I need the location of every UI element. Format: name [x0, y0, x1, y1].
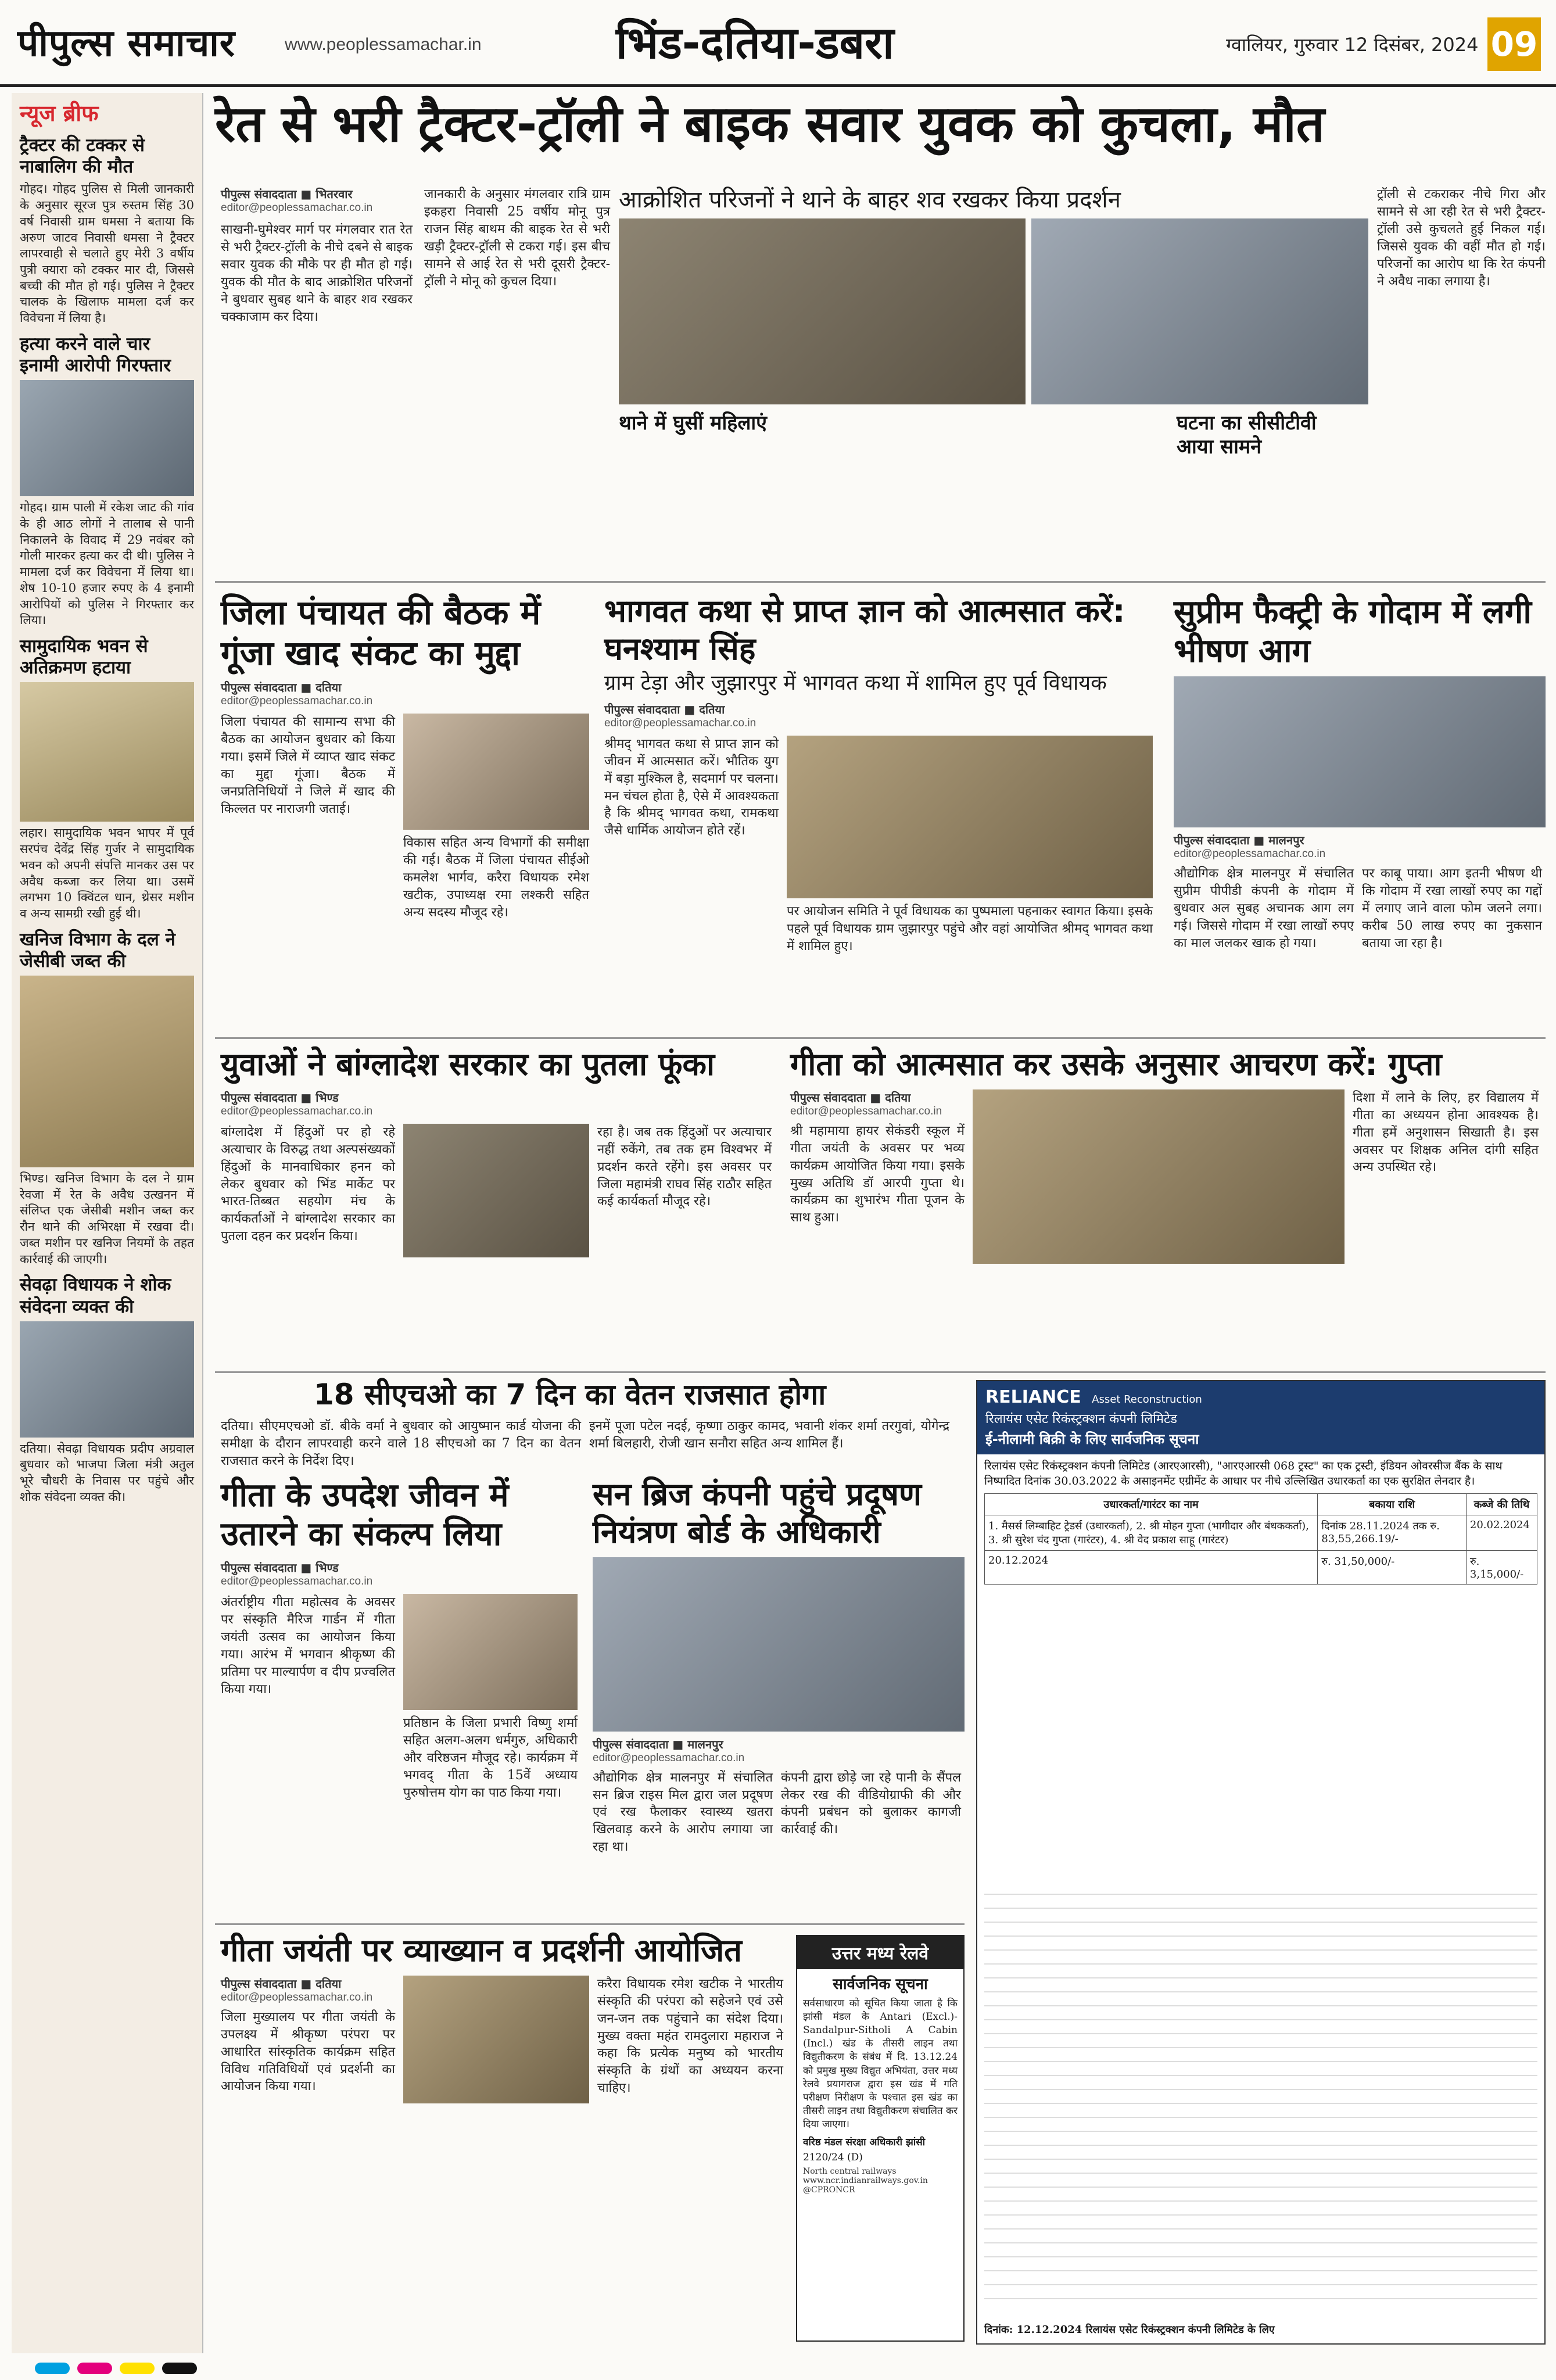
brief-text: गोहद। ग्राम पाली में रकेश जाट की गांव के ही आठ लोगों ने तालाब से पानी निकालने के विवाद में 29 नवंबर को गोली मारकर हत्या कर दी थी। पुलिस ने मामला दर्ज कर विवेचना में लिया था। शेष 10-10 हजार रुपए के 4 इनामी आरोपियों को पुलिस ने गिरफ्तार कर लिया। [20, 500, 194, 628]
story-headline: सुप्रीम फैक्ट्री के गोदाम में लगी भीषण आग [1174, 593, 1532, 671]
ad-due-amount: दिनांक 28.11.2024 तक रु. 83,55,266.19/- [1318, 1515, 1467, 1551]
railway-sign: वरिष्ठ मंडल संरक्षा अधिकारी झांसी [803, 2137, 926, 2149]
gita-event-photo [403, 1594, 578, 1710]
story-text: विकास सहित अन्य विभागों की समीक्षा की गई। बैठक में जिला पंचायत सीईओ कमलेश भार्गव, करैरा विधायक रमेश खटीक, उपाध्यक्ष रमा लश्करी सहित अन्य सदस्य मौजूद रहे। [403, 836, 589, 920]
story-headline: युवाओं ने बांग्लादेश सरकार का पुतला फूंका [221, 1046, 715, 1083]
story-gita-sankalp [221, 1476, 581, 1802]
meeting-photo [403, 714, 589, 830]
effigy-photo [403, 1124, 589, 1257]
brief-headline: ट्रैक्टर की टक्कर से नाबालिग की मौत [20, 135, 145, 178]
story-text: श्रीमद् भागवत कथा से प्राप्त ज्ञान को जीवन में आत्मसात करें। भौतिक युग में बड़ा मुश्किल है, सदमार्ग पर चलना। मन चंचल होता है, ऐसे में आवश्यकता है कि श्रीमद् भागवत कथा, रामकथा जैसे धार्मिक आयोजन होते रहें। [604, 736, 779, 838]
protest-photo-2 [1031, 218, 1368, 404]
website-url[interactable]: www.peoplessamachar.in [285, 35, 482, 54]
lead-email[interactable]: editor@peoplessamachar.co.in [221, 202, 373, 214]
story-text: दिशा में लाने के लिए, हर विद्यालय में गीता का अध्ययन होना आवश्यक है। गीता हमें अनुशासन सिखाती है। इस अवसर पर शिक्षक अनिल दांगी सहित अन्य उपस्थित रहे। [1353, 1090, 1539, 1175]
story-text: अंतर्राष्ट्रीय गीता महोत्सव के अवसर पर संस्कृति मैरिज गार्डन में गीता जयंती उत्सव का आयोजन किया गया। आरंभ में भगवान श्रीकृष्ण की प्रतिमा पर माल्यार्पण व दीप प्रज्वलित किया गया। [221, 1595, 395, 1697]
lead-right-col [1377, 186, 1546, 290]
story-headline: गीता जयंती पर व्याख्यान व प्रदर्शनी आयोजित [221, 1932, 742, 1969]
story-factory-fire [1174, 593, 1546, 952]
ad-intro: रिलायंस एसेट रिकंस्ट्रक्शन कंपनी लिमिटेड (आरएआरसी), "आरएआरसी 068 ट्रस्ट" का एक ट्रस्टी, इंडियन ओवरसीज बैंक के साथ निष्पादित दिनांक 30.03.2022 के असाइनमेंट एग्रीमेंट के आधार पर नीचे उल्लिखित उधारकर्ता का एक सुरक्षित लेनदार है। [984, 1460, 1503, 1488]
story-byline: पीपुल्स संवाददाता ■ मालनपुर [593, 1737, 723, 1751]
lead-col-right: ट्रॉली से टकराकर नीचे गिरा और सामने से आ रही रेत से भरी ट्रैक्टर-ट्रॉली उसे कुचलते हुई निकल गई। जिससे युवक की वहीं मौत हो गई। परिजनों का आरोप था कि रेत कंपनी ने अवैध नाका लगाया है। [1377, 187, 1546, 289]
story-email[interactable]: editor@peoplessamachar.co.in [593, 1751, 745, 1764]
community-hall-photo [20, 682, 194, 822]
lead-subhead-women: थाने में घुसीं महिलाएं [619, 411, 767, 435]
ad-possession-date: 20.02.2024 [1466, 1515, 1537, 1551]
railway-text: सर्वसाधारण को सूचित किया जाता है कि झांसी मंडल के Antari (Excl.)- Sandalpur-Sitholi A Cabin (Incl.) खंड के तीसरी लाइन तथा विद्युतीकरण के संबंध में दि. 13.12.24 को प्रमुख मुख्य विद्युत अभियंता, उत्तर मध्य रेलवे प्रयागराज द्वारा इस खंड में गति परीक्षण निरीक्षण के पश्चात इस खंड का तीसरी लाइन तथा विद्युतीकरण संचालित कर दिया जाएगा। [803, 1998, 958, 2130]
story-text: जिला पंचायत की सामान्य सभा की बैठक का आयोजन बुधवार को किया गया। इसमें जिले में व्याप्त खाद संकट का मुद्दा गूंजा। बैठक में जनप्रतिनिधियों ने जिले में खाद की किल्लत पर नाराजगी जताई। [221, 715, 395, 816]
story-text: श्री महामाया हायर सेकंडरी स्कूल में गीता जयंती के अवसर पर भव्य कार्यक्रम आयोजित किया गया। इसके मुख्य अतिथि डॉ आरपी गुप्ता थे। कार्यक्रम का शुभारंभ गीता पूजन के साथ हुआ। [790, 1123, 965, 1225]
story-text: दतिया। सीएमएचओ डॉ. बीके वर्मा ने बुधवार को आयुष्मान कार्ड योजना की समीक्षा के दौरान लापरवाही करने वाले 18 सीएचओ का 7 दिन का वेतन राजसात करने के निर्देश दिए। [221, 1419, 581, 1468]
story-email[interactable]: editor@peoplessamachar.co.in [1174, 848, 1326, 861]
ad-col-due: बकाया राशि [1318, 1494, 1467, 1515]
news-brief-sidebar [12, 93, 203, 2353]
lead-photo-caption: आक्रोशित परिजनों ने थाने के बाहर शव रखकर किया प्रदर्शन [619, 187, 1121, 213]
brief-text: गोहद। गोहद पुलिस से मिली जानकारी के अनुसार सूरज पुत्र रुस्तम सिंह 30 वर्ष निवासी ग्राम धमसा ने बताया कि अरुण जाटव निवासी धमसा ने ट्रैक्टर लापरवाही से चलाते हुए मेरी 3 वर्षीय पुत्री क्यारा को टक्कर मार दी, जिससे बच्ची की मौत हो गई। पुलिस ने ट्रैक्टर चालक के खिलाफ मामला दर्ज कर विवेचना में लिया है। [20, 182, 194, 325]
story-email[interactable]: editor@peoplessamachar.co.in [221, 1105, 373, 1117]
story-sun-bridge [593, 1476, 965, 1856]
exhibition-photo [403, 1976, 589, 2103]
reliance-auction-notice [976, 1380, 1546, 2345]
story-text: इनमें पूजा पटेल नदई, कृष्णा ठाकुर कामद, भवानी शंकर शर्मा तरगुवां, योगेन्द्र शर्मा बिलहारी, रोजी खान सनौरा सहित अन्य शामिल हैं। [589, 1419, 949, 1451]
railway-org: उत्तर मध्य रेलवे [797, 1936, 963, 1969]
ad-col-borrower: उधारकर्ता/गारंटर का नाम [985, 1494, 1318, 1515]
story-headline: सन ब्रिज कंपनी पहुंचे प्रदूषण नियंत्रण बोर्ड के अधिकारी [593, 1476, 922, 1550]
story-text: प्रतिष्ठान के जिला प्रभारी विष्णु शर्मा सहित अलग-अलग धर्मगुरु, अधिकारी और वरिष्ठजन मौजूद रहे। कार्यक्रम में भगवद् गीता के 15वें अध्याय पुरुषोत्तम योग का पाठ किया गया। [403, 1716, 578, 1800]
story-byline: पीपुल्स संवाददाता ■ दतिया [221, 680, 342, 695]
ad-table [984, 1493, 1537, 1585]
protest-photo [619, 218, 1026, 404]
katha-photo [787, 736, 1153, 898]
story-byline: पीपुल्स संवाददाता ■ दतिया [604, 702, 725, 716]
pollution-photo [593, 1557, 965, 1732]
ad-emd: रु. 3,15,000/- [1466, 1551, 1537, 1585]
railway-notice [796, 1935, 965, 2342]
story-headline: गीता को आत्मसात कर उसके अनुसार आचरण करें: गुप्ता [790, 1046, 1442, 1083]
story-email[interactable]: editor@peoplessamachar.co.in [221, 1991, 373, 2003]
lead-col1: साखनी-घुमेश्वर मार्ग पर मंगलवार रात रेत से भरी ट्रैक्टर-ट्रॉली के नीचे दबने से बाइक सवार युवक की मौके पर ही मौत हो गई। युवक की मौत के बाद आक्रोशित परिजनों ने बुधवार सुबह थाने के बाहर शव रखकर चक्काजाम कर दिया। [221, 223, 413, 324]
masthead [0, 0, 1556, 87]
story-text: बांग्लादेश में हिंदुओं पर हो रहे अत्याचार के विरुद्ध तथा अल्पसंख्यकों हिंदुओं के मानवाधिकार हनन को लेकर बुधवार को भिंड मार्केट पर भारत-तिब्बत सहयोग मंच के कार्यकर्ताओं ने बांग्लादेश सरकार का पुतला दहन कर प्रदर्शन किया। [221, 1124, 395, 1244]
lead-headline: रेत से भरी ट्रैक्टर-ट्रॉली ने बाइक सवार युवक को कुचला, मौत [215, 95, 1325, 153]
story-bhagwat-katha [604, 593, 1162, 955]
story-gita-jayanti [221, 1932, 790, 2103]
story-text: जिला मुख्यालय पर गीता जयंती के उपलक्ष्य में श्रीकृष्ण परंपरा पर आधारित सांस्कृतिक कार्यक्रम सहित विविध गतिविधियों एवं प्रदर्शनी का आयोजन किया गया। [221, 2009, 395, 2094]
ad-auction-date: 20.12.2024 [985, 1551, 1318, 1585]
brief-headline: हत्या करने वाले चार इनामी आरोपी गिरफ्तार [20, 333, 171, 377]
black-swatch [162, 2363, 197, 2374]
story-email[interactable]: editor@peoplessamachar.co.in [221, 695, 373, 708]
story-email[interactable]: editor@peoplessamachar.co.in [221, 1575, 373, 1588]
school-event-photo [973, 1089, 1345, 1264]
story-text: कंपनी द्वारा छोड़े जा रहे पानी के सैंपल लेकर रख की वीडियोग्राफी की और कंपनी प्रबंधन को बुलाकर कागजी कार्रवाई की। [781, 1770, 961, 1837]
brief-headline: सामुदायिक भवन से अतिक्रमण हटाया [20, 635, 148, 679]
reliance-logo-sub: Asset Reconstruction [1092, 1393, 1202, 1406]
story-headline: 18 सीएचओ का 7 दिन का वेतन राजसात होगा [314, 1378, 826, 1411]
print-color-bar [0, 2359, 1556, 2379]
brief-headline: खनिज विभाग के दल ने जेसीबी जब्त की [20, 929, 175, 972]
story-headline: भागवत कथा से प्राप्त ज्ञान को आत्मसात करें: घनश्याम सिंह [604, 593, 1125, 667]
ad-borrowers: 1. मैसर्स लिम्बाहिट ट्रेडर्स (उधारकर्ता), 2. श्री मोहन गुप्ता (भागीदार और बंधककर्ता), 3. श्री सुरेश चंद गुप्ता (गारंटर), 4. श्री वेद प्रकाश साहू (गारंटर) [985, 1515, 1318, 1551]
story-byline: पीपुल्स संवाददाता ■ भिण्ड [221, 1561, 339, 1575]
story-byline: पीपुल्स संवाददाता ■ दतिया [221, 1976, 342, 1991]
story-email[interactable]: editor@peoplessamachar.co.in [604, 716, 757, 729]
ad-reserve-price: रु. 31,50,000/- [1318, 1551, 1467, 1585]
story-text: पर काबू पाया। आग इतनी भीषण थी कि गोदाम में रखा लाखों रुपए का गद्दों में लगाए जाने वाला फोम जलने लगा। करीब 50 लाख रुपए का नुकसान बताया जा रहा है। [1362, 866, 1542, 951]
story-text: पर आयोजन समिति ने पूर्व विधायक का पुष्पमाला पहनाकर स्वागत किया। इसके पहले पूर्व विधायक ग्राम जुझारपुर पहुंचे और वहां आयोजित श्रीमद् भागवत कथा में शामिल हुए। [787, 904, 1153, 954]
divider [215, 1037, 1546, 1039]
story-subhead: ग्राम टेड़ा और जुझारपुर में भागवत कथा में शामिल हुए पूर्व विधायक [604, 671, 1107, 695]
divider [215, 1923, 965, 1925]
jcb-photo [20, 976, 194, 1167]
brief-text: लहार। सामुदायिक भवन भापर में पूर्व सरपंच देवेंद्र सिंह गुर्जर ने सामुदायिक भवन को अपनी संपत्ति मानकर उस पर अवैध कब्जा कर लिया था। उसमें लगभग 10 क्विंटल धान, थ्रेसर मशीन व अन्य सामग्री रखी हुई थी। [20, 826, 194, 920]
lead-byline-block [221, 186, 413, 325]
reliance-logo: RELIANCE [985, 1387, 1081, 1407]
story-byline: पीपुल्स संवाददाता ■ मालनपुर [1174, 833, 1304, 848]
brief-text: दतिया। सेवढ़ा विधायक प्रदीप अग्रवाल बुधवार को भाजपा जिला मंत्री अतुल भूरे चौधरी के निवास पर पहुंचे और शोक संवेदना व्यक्त की। [20, 1441, 194, 1504]
page-number: 09 [1487, 17, 1541, 71]
fire-photo [1174, 676, 1546, 827]
brief-headline: सेवढ़ा विधायक ने शोक संवेदना व्यक्त की [20, 1274, 171, 1317]
dateline: ग्वालियर, गुरुवार 12 दिसंबर, 2024 [1226, 34, 1479, 56]
ad-terms-fineprint [984, 1881, 1537, 2299]
story-byline: पीपुल्स संवाददाता ■ भिण्ड [221, 1090, 339, 1105]
story-cho-salary [221, 1377, 965, 1470]
ad-header [977, 1381, 1544, 1454]
lead-photo-block [619, 186, 1368, 459]
magenta-swatch [77, 2363, 112, 2374]
accused-photo [20, 380, 194, 496]
ad-col-possession: कब्जे की तिथि [1466, 1494, 1537, 1515]
ad-company: रिलायंस एसेट रिकंस्ट्रक्शन कंपनी लिमिटेड [985, 1412, 1177, 1426]
lead-byline: पीपुल्स संवाददाता ■ भितरवार [221, 187, 353, 201]
ad-title: ई-नीलामी बिक्री के लिए सार्वजनिक सूचना [985, 1431, 1199, 1447]
story-text: करैरा विधायक रमेश खटीक ने भारतीय संस्कृति की परंपरा को सहेजने एवं उसे जन-जन तक पहुंचाने का संदेश दिया। मुख्य वक्ता महंत रामदुलारा महाराज ने कहा कि प्रत्येक मनुष्य को भारतीय संस्कृति के ग्रंथों का अध्ययन करना चाहिए। [597, 1976, 783, 2096]
railway-ref: 2120/24 (D) [803, 2152, 863, 2164]
condolence-photo [20, 1321, 194, 1438]
story-byline: पीपुल्स संवाददाता ■ दतिया [790, 1090, 911, 1105]
cyan-swatch [35, 2363, 70, 2374]
story-text: रहा है। जब तक हिंदुओं पर अत्याचार नहीं रुकेंगे, तब तक हम विश्वभर में प्रदर्शन करते रहेंगे। इस अवसर पर जिला महामंत्री राघव सिंह राठौर सहित कई कार्यकर्ता मौजूद रहे। [597, 1124, 772, 1209]
brief-text: भिण्ड। खनिज विभाग के दल ने ग्राम रेवजा में रेत के अवैध उत्खनन में संलिप्त एक जेसीबी मशीन जब्त कर रौन थाने की अभिरक्षा में रखवा दी। जब्त मशीन पर खनिज नियमों के तहत कार्रवाई की जाएगी। [20, 1171, 194, 1266]
newspaper-logo: पीपुल्स समाचार [17, 22, 235, 65]
lead-col2: जानकारी के अनुसार मंगलवार रात्रि ग्राम इकहरा निवासी 25 वर्षीय मोनू पुत्र राजन सिंह बाथम की बाइक रेत से भरी खड़ी ट्रैक्टर-ट्रॉली से टकरा गई। इस बीच सामने से आई रेत से भरी दूसरी ट्रैक्टर-ट्रॉली ने मोनू को कुचल दिया। [424, 187, 610, 289]
railway-footer[interactable]: North central railways www.ncr.indianrailways.gov.in @CPRONCR [803, 2167, 928, 2195]
railway-title: सार्वजनिक सूचना [833, 1976, 928, 1993]
divider [215, 1371, 1546, 1373]
story-text: औद्योगिक क्षेत्र मालनपुर में संचालित सुप्रीम पीपीडी कंपनी के गोदाम में बुधवार अल सुबह अचानक आग लग गई। जिससे गोदाम में रखा लाखों रुपए का माल जलकर खाक हो गया। [1174, 866, 1354, 951]
divider [215, 581, 1546, 583]
story-gita-school [790, 1046, 1546, 1264]
story-bangladesh-protest [221, 1046, 779, 1257]
story-headline: गीता के उपदेश जीवन में उतारने का संकल्प लिया [221, 1476, 509, 1554]
news-brief-label: न्यूज ब्रीफ [20, 101, 99, 126]
story-headline: जिला पंचायत की बैठक में गूंजा खाद संकट का मुद्दा [221, 593, 541, 673]
yellow-swatch [120, 2363, 155, 2374]
story-text: औद्योगिक क्षेत्र मालनपुर में संचालित सन ब्रिज राइस मिल द्वारा जल प्रदूषण एवं रख फैलाकर स्वास्थ्य खतरा खिलवाड़ करने के आरोप लगाया जा रहा था। [593, 1770, 773, 1855]
story-district-panchayat [221, 593, 593, 922]
section-title: भिंड-दतिया-डबरा [616, 17, 894, 69]
lead-col2-block [424, 186, 610, 290]
lead-subhead-cctv: घटना का सीसीटीवी आया सामने [1177, 411, 1317, 458]
story-email[interactable]: editor@peoplessamachar.co.in [790, 1105, 942, 1117]
ad-footer: दिनांक: 12.12.2024 रिलायंस एसेट रिकंस्ट्रक्शन कंपनी लिमिटेड के लिए [984, 2324, 1275, 2336]
